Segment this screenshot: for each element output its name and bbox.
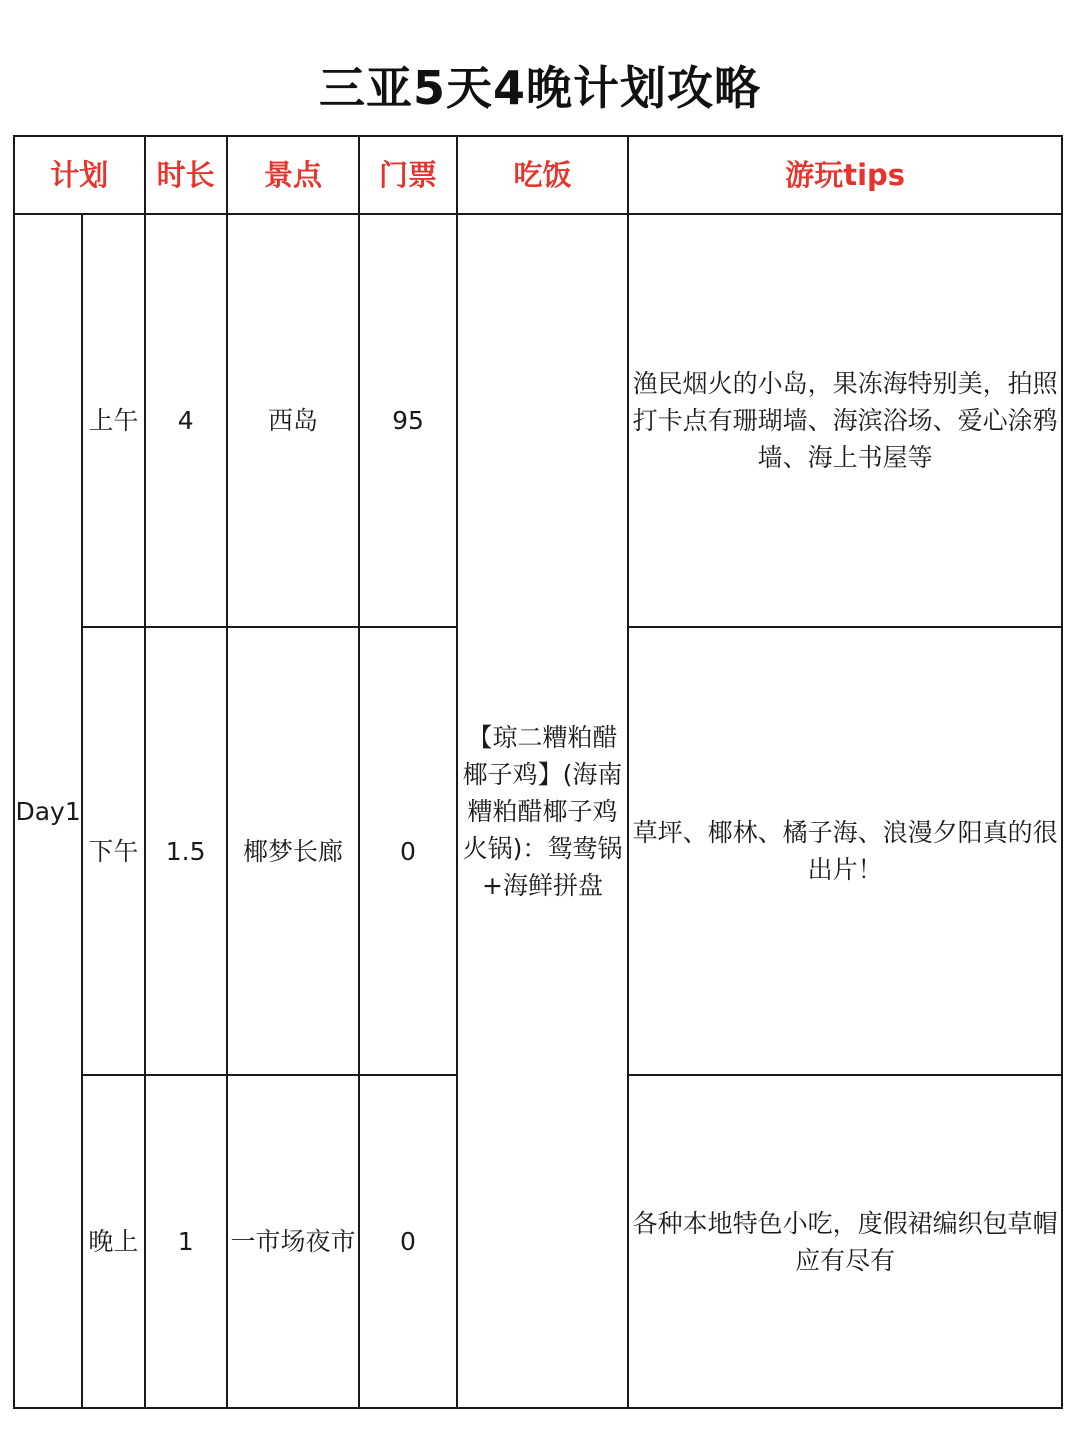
table-header-row xyxy=(14,136,1062,214)
tips-cell: 草坪、椰林、橘子海、浪漫夕阳真的很出片！ xyxy=(628,627,1062,1075)
duration-cell: 1.5 xyxy=(145,627,227,1075)
header-spot: 景点 xyxy=(227,136,360,214)
spot-cell: 椰梦长廊 xyxy=(227,627,360,1075)
header-plan: 计划 xyxy=(14,136,145,214)
header-duration: 时长 xyxy=(145,136,227,214)
spot-cell: 一市场夜市 xyxy=(227,1075,360,1408)
meal-cell: 【琼二糟粕醋椰子鸡】(海南糟粕醋椰子鸡火锅)：鸳鸯锅+海鲜拼盘 xyxy=(457,214,629,1408)
day-cell: Day1 xyxy=(14,214,82,1408)
ticket-cell: 0 xyxy=(359,627,456,1075)
header-ticket: 门票 xyxy=(359,136,456,214)
tips-cell: 渔民烟火的小岛，果冻海特别美，拍照打卡点有珊瑚墙、海滨浴场、爱心涂鸦墙、海上书屋等 xyxy=(628,214,1062,627)
spot-cell: 西岛 xyxy=(227,214,360,627)
time-slot-cell: 下午 xyxy=(82,627,144,1075)
page-title: 三亚5天4晚计划攻略 xyxy=(318,61,761,115)
table-row xyxy=(14,214,1062,627)
ticket-cell: 95 xyxy=(359,214,456,627)
header-tips: 游玩tips xyxy=(628,136,1062,214)
duration-cell: 1 xyxy=(145,1075,227,1408)
itinerary-table xyxy=(13,135,1063,1409)
ticket-cell: 0 xyxy=(359,1075,456,1408)
header-meal: 吃饭 xyxy=(457,136,629,214)
duration-cell: 4 xyxy=(145,214,227,627)
time-slot-cell: 晚上 xyxy=(82,1075,144,1408)
tips-cell: 各种本地特色小吃，度假裙编织包草帽应有尽有 xyxy=(628,1075,1062,1408)
time-slot-cell: 上午 xyxy=(82,214,144,627)
